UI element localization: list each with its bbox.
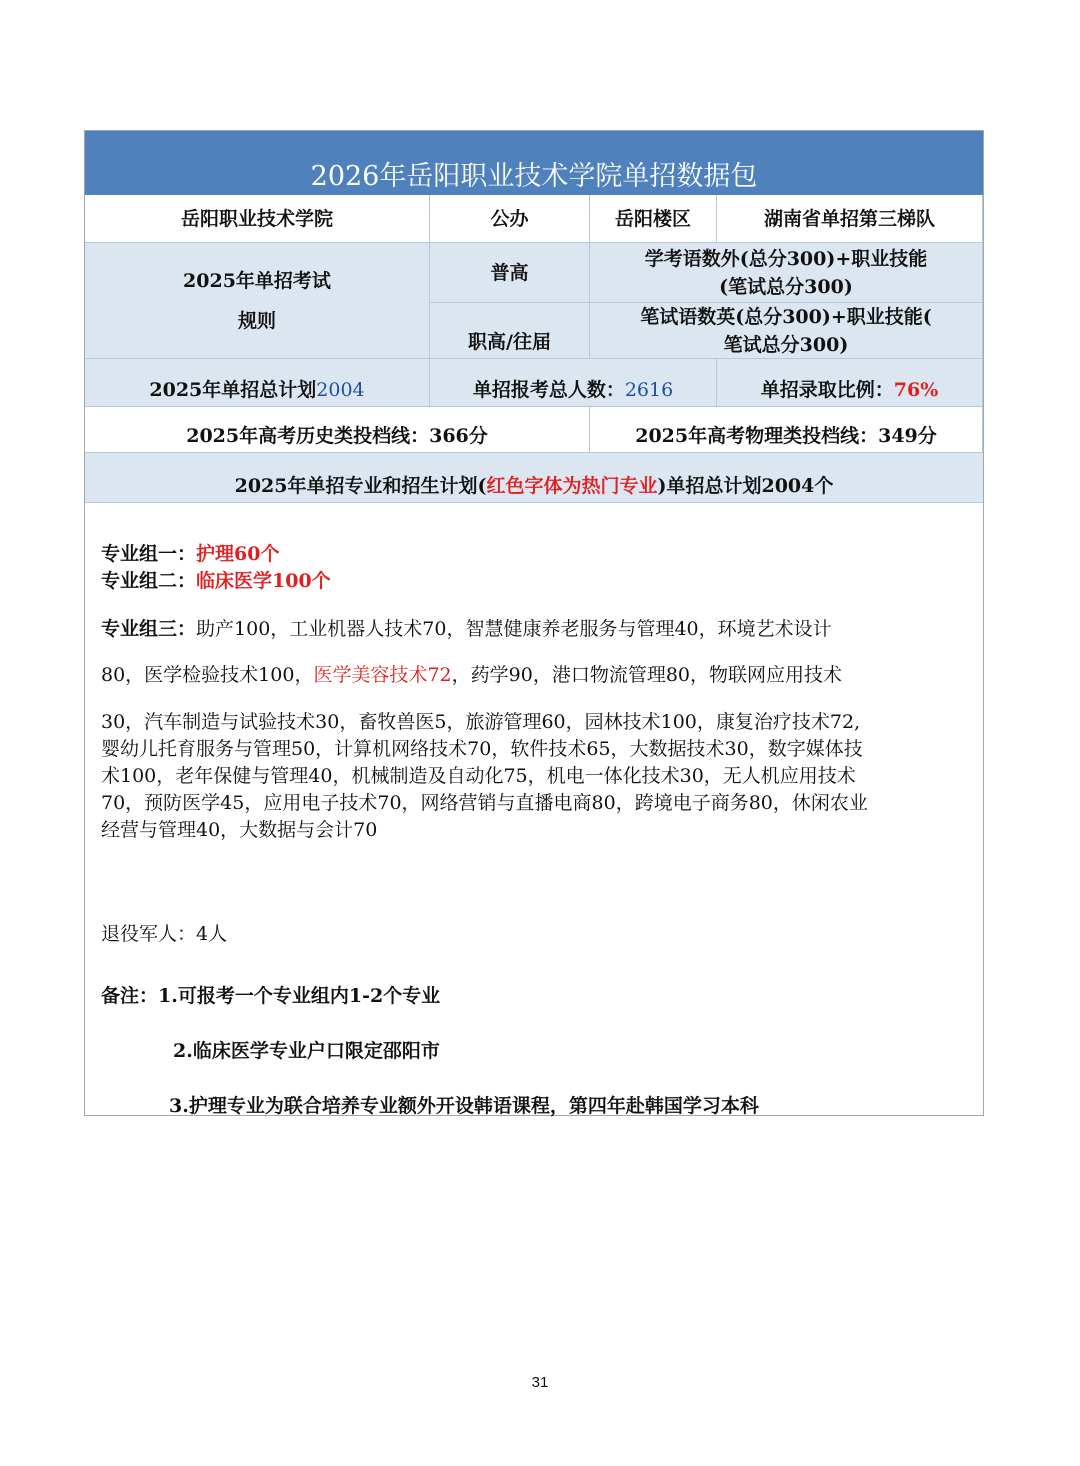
general-rule-line2: (笔试总分300) bbox=[719, 275, 853, 298]
note-three: 3.护理专业为联合培养专业额外开设韩语课程，第四年赴韩国学习本科 bbox=[169, 1095, 759, 1117]
vocational-rule-line2: 笔试总分300) bbox=[723, 333, 849, 356]
group-three-line2 bbox=[101, 662, 981, 689]
physics-score-cell: 2025年高考物理类投档线：349分 bbox=[590, 407, 983, 453]
group-three-rest-line: 30，汽车制造与试验技术30，畜牧兽医5，旅游管理60，园林技术100，康复治疗技术72, bbox=[101, 711, 861, 733]
plan-total-label: 2025年单招总计划 bbox=[149, 379, 317, 401]
rules-label-line2: 规则 bbox=[237, 309, 276, 332]
group-two-label: 专业组二： bbox=[101, 570, 197, 592]
vocational-rule-cell bbox=[590, 303, 983, 359]
veterans-line: 退役军人：4人 bbox=[101, 923, 228, 945]
data-sheet bbox=[84, 130, 984, 1116]
plan-header-prefix: 2025年单招专业和招生计划( bbox=[234, 475, 487, 497]
school-name-cell: 岳阳职业技术学院 bbox=[85, 195, 430, 243]
admission-ratio-cell bbox=[717, 359, 983, 407]
applicants-cell bbox=[430, 359, 717, 407]
ratio-label: 单招录取比例： bbox=[760, 379, 894, 401]
group-three-text2b: ，药学90，港口物流管理80，物联网应用技术 bbox=[451, 664, 842, 686]
group-one bbox=[101, 541, 981, 568]
group-three-text2a: 80，医学检验技术100， bbox=[101, 664, 314, 686]
rules-label-line1: 2025年单招考试 bbox=[183, 269, 331, 292]
tier-cell: 湖南省单招第三梯队 bbox=[717, 195, 983, 243]
plan-total-value: 2004 bbox=[316, 379, 365, 401]
ratio-value: 76% bbox=[893, 379, 939, 401]
sheet-title: 2026年岳阳职业技术学院单招数据包 bbox=[85, 131, 983, 195]
applicants-value: 2616 bbox=[624, 379, 674, 401]
group-three-rest-line: 婴幼儿托育服务与管理50，计算机网络技术70，软件技术65，大数据技术30，数字媒体技 bbox=[101, 738, 863, 760]
group-three-line1 bbox=[101, 616, 981, 643]
vocational-label-cell: 职高/往届 bbox=[430, 303, 590, 359]
plan-header-suffix: )单招总计划2004个 bbox=[657, 475, 834, 497]
note-two: 2.临床医学专业户口限定邵阳市 bbox=[173, 1040, 440, 1062]
history-score-cell: 2025年高考历史类投档线：366分 bbox=[85, 407, 590, 453]
general-label-cell: 普高 bbox=[430, 243, 590, 303]
group-two bbox=[101, 568, 981, 595]
group-one-label: 专业组一： bbox=[101, 543, 197, 565]
page-number: 31 bbox=[531, 1374, 549, 1391]
applicants-label: 单招报考总人数： bbox=[472, 379, 625, 401]
plan-total-cell bbox=[85, 359, 430, 407]
plan-header-highlight: 红色字体为热门专业 bbox=[486, 475, 658, 497]
note-one-text: 1.可报考一个专业组内1-2个专业 bbox=[158, 985, 441, 1007]
group-three-rest bbox=[101, 709, 981, 844]
group-three-rest-line: 70，预防医学45，应用电子技术70，网络营销与直播电商80，跨境电子商务80，休闲农业 bbox=[101, 792, 868, 814]
school-type-cell: 公办 bbox=[430, 195, 590, 243]
note-one bbox=[101, 981, 440, 1008]
rules-label-cell bbox=[85, 243, 430, 359]
group-one-value: 护理60个 bbox=[196, 543, 280, 565]
group-three-hot: 医学美容技术72 bbox=[313, 664, 452, 686]
general-rule-cell bbox=[590, 243, 983, 303]
group-three-rest-line: 术100，老年保健与管理40，机械制造及自动化75，机电一体化技术30，无人机应用技术 bbox=[101, 765, 856, 787]
vocational-rule-line1: 笔试语数英(总分300)+职业技能( bbox=[640, 305, 932, 328]
group-three-text1: 助产100，工业机器人技术70，智慧健康养老服务与管理40，环境艺术设计 bbox=[196, 618, 832, 640]
district-cell: 岳阳楼区 bbox=[590, 195, 717, 243]
general-rule-line1: 学考语数外(总分300)+职业技能 bbox=[644, 247, 928, 270]
group-three-label: 专业组三： bbox=[101, 618, 197, 640]
group-three-rest-line: 经营与管理40，大数据与会计70 bbox=[101, 819, 378, 841]
notes-label: 备注： bbox=[101, 985, 159, 1007]
plan-header-cell bbox=[85, 453, 983, 503]
group-two-value: 临床医学100个 bbox=[196, 570, 331, 592]
